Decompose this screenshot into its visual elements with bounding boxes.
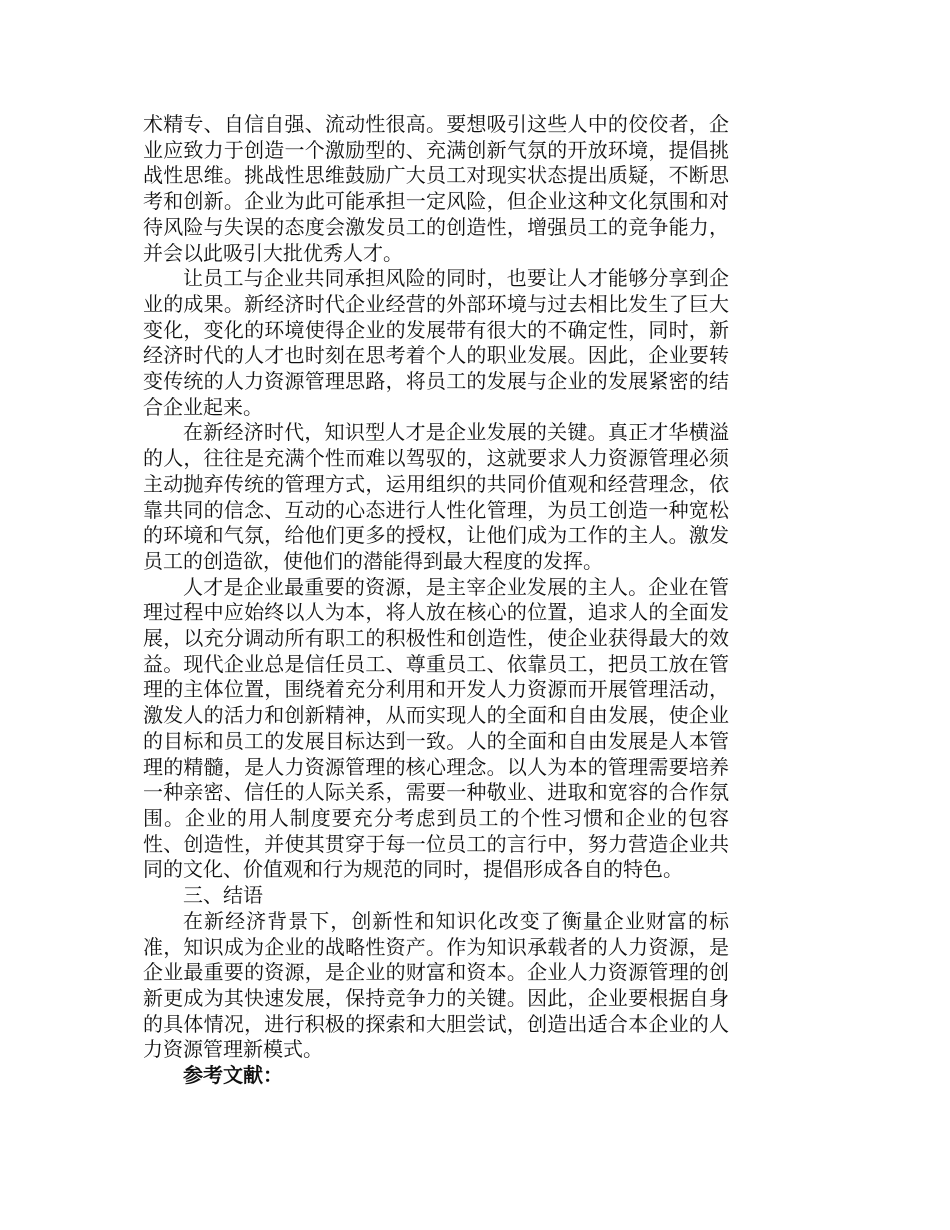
document-page [143,112,729,1089]
conclusion-paragraph: 在新经济背景下，创新性和知识化改变了衡量企业财富的标准，知识成为企业的战略性资产。作为知识承载者的人力资源，是企业最重要的资源，是企业的财富和资本。企业人力资源管理的创新更成为其快速发展，保持竞争力的关键。因此，企业要根据自身的具体情况，进行积极的探索和大胆尝试，创造出适合本企业的人力资源管理新模式。 [143,908,729,1062]
body-paragraph-4: 人才是企业最重要的资源，是主宰企业发展的主人。企业在管理过程中应始终以人为本，将人放在核心的位置，追求人的全面发展，以充分调动所有职工的积极性和创造性，使企业获得最大的效益。现代企业总是信任员工、尊重员工、依靠员工，把员工放在管理的主体位置，围绕着充分利用和开发人力资源而开展管理活动，激发人的活力和创新精神，从而实现人的全面和自由发展，使企业的目标和员工的发展目标达到一致。人的全面和自由发展是人本管理的精髓，是人力资源管理的核心理念。以人为本的管理需要培养一种亲密、信任的人际关系，需要一种敬业、进取和宽容的合作氛围。企业的用人制度要充分考虑到员工的个性习惯和企业的包容性、创造性，并使其贯穿于每一位员工的言行中，努力营造企业共同的文化、价值观和行为规范的同时，提倡形成各自的特色。 [143,574,729,882]
references-label: 参考文献： [183,1063,283,1088]
body-paragraph-3: 在新经济时代，知识型人才是企业发展的关键。真正才华横溢的人，往往是充满个性而难以驾驭的，这就要求人力资源管理必须主动抛弃传统的管理方式，运用组织的共同价值观和经营理念，依靠共同的信念、互动的心态进行人性化管理，为员工创造一种宽松的环境和气氛，给他们更多的授权，让他们成为工作的主人。激发员工的创造欲，使他们的潜能得到最大程度的发挥。 [143,420,729,573]
section-heading: 三、结语 [183,883,263,908]
body-paragraph-2: 让员工与企业共同承担风险的同时，也要让人才能够分享到企业的成果。新经济时代企业经营的外部环境与过去相比发生了巨大变化，变化的环境使得企业的发展带有很大的不确定性，同时，新经济时代的人才也时刻在思考着个人的职业发展。因此，企业要转变传统的人力资源管理思路，将员工的发展与企业的发展紧密的结合企业起来。 [143,266,729,419]
body-paragraph-1: 术精专、自信自强、流动性很高。要想吸引这些人中的佼佼者，企业应致力于创造一个激励型的、充满创新气氛的开放环境，提倡挑战性思维。挑战性思维鼓励广大员工对现实状态提出质疑，不断思考和创新。企业为此可能承担一定风险，但企业这种文化氛围和对待风险与失误的态度会激发员工的创造性，增强员工的竞争能力，并会以此吸引大批优秀人才。 [143,112,729,265]
